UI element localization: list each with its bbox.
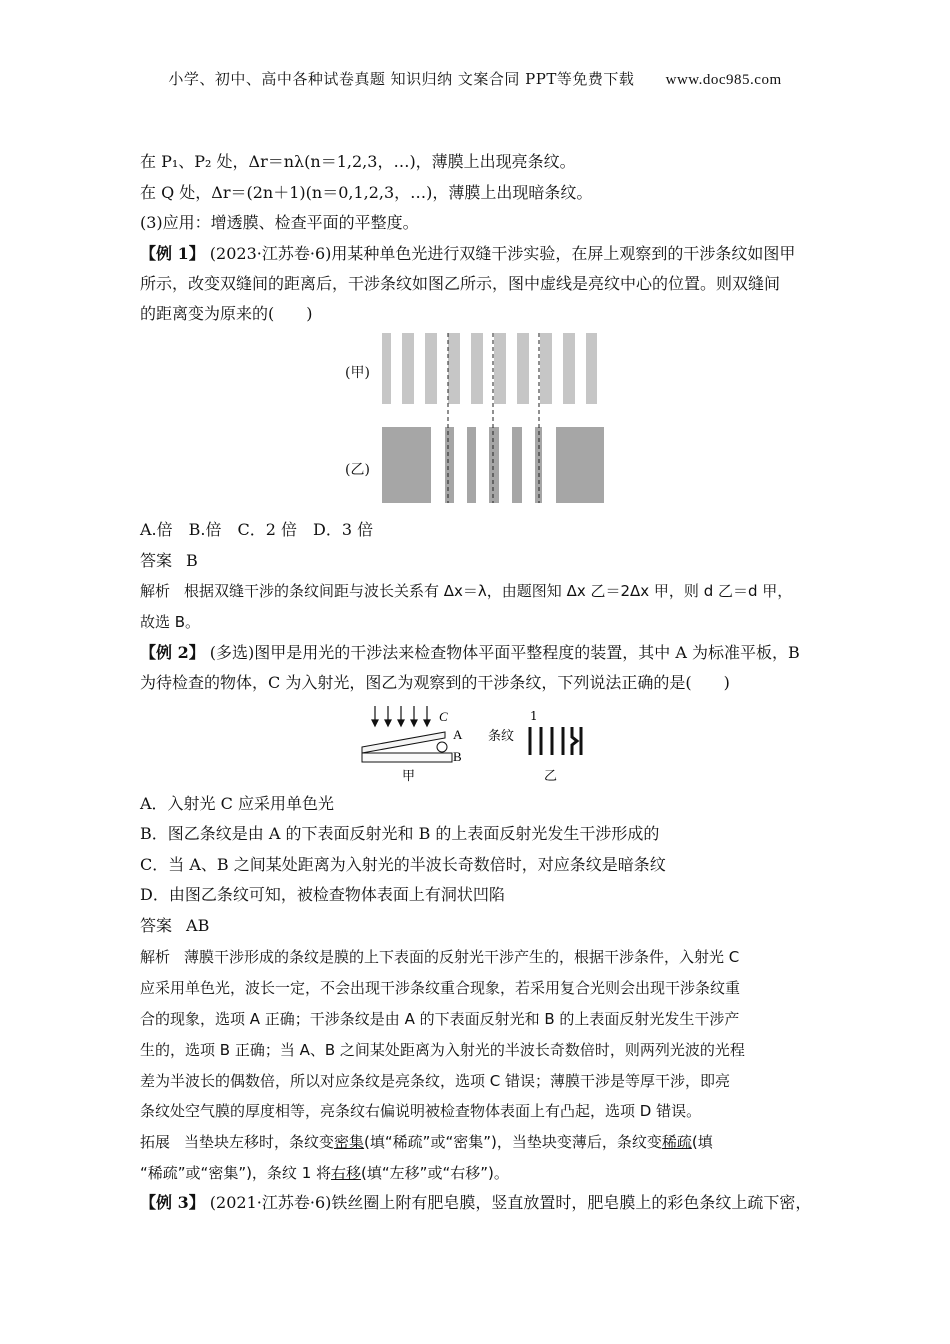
analysis-text: 薄膜干涉形成的条纹是膜的上下表面的反射光干涉产生的，根据干涉条件，入射光 C [184,948,740,966]
ex2-analysis-2: 应采用单色光，波长一定，不会出现干涉条纹重合现象，若采用复合光则会出现干涉条纹重 [140,979,741,997]
fig-yi-caption: 乙 [544,769,558,784]
fig-c-label: C [439,709,448,724]
ex2-answer [140,915,209,937]
ex2-extension-2 [140,1162,509,1184]
ex3-tag: 【例 3】 [140,1193,205,1212]
ex2-tag: 【例 2】 [140,643,205,662]
answer-value: AB [186,916,210,935]
ex2-option-c: C．当 A、B 之间某处距离为入射光的半波长奇数倍时，对应条纹是暗条纹 [140,855,666,874]
flatness-test-figure [355,700,595,786]
header-title: 小学、初中、高中各种试卷真题 知识归纳 文案合同 PPT等免费下载 [168,70,635,88]
analysis-text: 根据双缝干涉的条纹间距与波长关系有 Δx＝λ，由题图知 Δx 乙＝2Δx 甲，则 d 乙＝d 甲， [184,582,793,600]
analysis-label: 解析 [140,582,171,600]
interference-pattern-figure [382,333,604,503]
ex2-analysis-6: 条纹处空气膜的厚度相等，亮条纹右偏说明被检查物体表面上有凸起，选项 D 错误。 [140,1102,702,1120]
intro-line-3: (3)应用：增透膜、检查平面的平整度。 [140,213,419,232]
ex2-analysis-3: 合的现象，选项 A 正确；干涉条纹是由 A 的下表面反射光和 B 的上表面反射光发生干涉产 [140,1010,740,1028]
blank-answer-2: 稀疏 [661,1133,692,1151]
ex1-line-2: 所示，改变双缝间的距离后，干涉条纹如图乙所示，图中虚线是亮纹中心的位置。则双缝间 [140,274,781,293]
ex2-text-1: (多选)图甲是用光的干涉法来检查物体平面平整程度的装置，其中 A 为标准平板，B [204,643,800,662]
fig-b-label: B [453,749,462,764]
blank-answer-1: 密集 [334,1133,365,1151]
ex2-option-d: D．由图乙条纹可知，被检查物体表面上有洞状凹陷 [140,885,505,904]
header-url[interactable]: www.doc985.com [665,72,782,88]
extension-text-e: (填 [691,1133,713,1151]
extension-text-a: 当垫块左移时，条纹变 [184,1133,335,1151]
ex2-extension-1 [140,1131,713,1153]
ex2-option-a: A．入射光 C 应采用单色光 [140,794,334,813]
extension-text-f: “稀疏”或“密集”)，条纹 1 将 [140,1164,332,1182]
fig-yi-label: (乙) [345,462,370,478]
blank-answer-3: 右移 [331,1164,362,1182]
intro-line-2: 在 Q 处，Δr＝(2n＋1)(n＝0,1,2,3，…)，薄膜上出现暗条纹。 [140,183,593,202]
answer-label: 答案 [140,916,173,935]
fig-tiaowen-label: 条纹 [488,729,515,744]
ex3-line-1 [140,1192,811,1214]
ex1-analysis-2: 故选 B。 [140,613,201,631]
ex3-text-1: (2021·江苏卷·6)铁丝圈上附有肥皂膜，竖直放置时，肥皂膜上的彩色条纹上疏下密， [204,1193,812,1212]
extension-label: 拓展 [140,1133,171,1151]
fig-jia-caption: 甲 [402,769,416,784]
analysis-label: 解析 [140,948,171,966]
ex1-answer [140,550,198,572]
page-header [0,68,950,89]
ex1-line-3: 的距离变为原来的( ) [140,304,313,323]
ex2-option-b: B．图乙条纹是由 A 的下表面反射光和 B 的上表面反射光发生干涉形成的 [140,824,660,843]
ex1-tag: 【例 1】 [140,244,205,263]
fig-a-label: A [453,727,463,742]
ex2-analysis-4: 生的，选项 B 正确；当 A、B 之间某处距离为入射光的半波长奇数倍时，则两列光波的光程 [140,1041,745,1059]
ex1-text-1: (2023·江苏卷·6)用某种单色光进行双缝干涉实验，在屏上观察到的干涉条纹如图甲 [204,244,796,263]
extension-text-h: (填“左移”或“右移”)。 [361,1164,509,1182]
fig-fringes [530,727,581,755]
fig-jia-label: (甲) [345,365,370,381]
ex1-options: A.倍 B.倍 C．2 倍 D．3 倍 [140,520,374,539]
ex2-line-2: 为待检查的物体，C 为入射光，图乙为观察到的干涉条纹，下列说法正确的是( ) [140,673,730,692]
intro-line-1: 在 P₁、P₂ 处，Δr＝nλ(n＝1,2,3，…)，薄膜上出现亮条纹。 [140,152,576,171]
answer-label: 答案 [140,551,173,570]
ex1-analysis-1 [140,580,792,602]
ex2-analysis-1 [140,946,739,968]
extension-text-c: (填“稀疏”或“密集”)，当垫块变薄后，条纹变 [364,1133,662,1151]
fig-stripe-1-label: 1 [530,709,538,723]
ex1-line-1 [140,243,795,265]
answer-value: B [186,551,198,570]
ex2-line-1 [140,642,800,664]
ex2-analysis-5: 差为半波长的偶数倍，所以对应条纹是亮条纹，选项 C 错误；薄膜干涉是等厚干涉，即亮 [140,1072,731,1090]
